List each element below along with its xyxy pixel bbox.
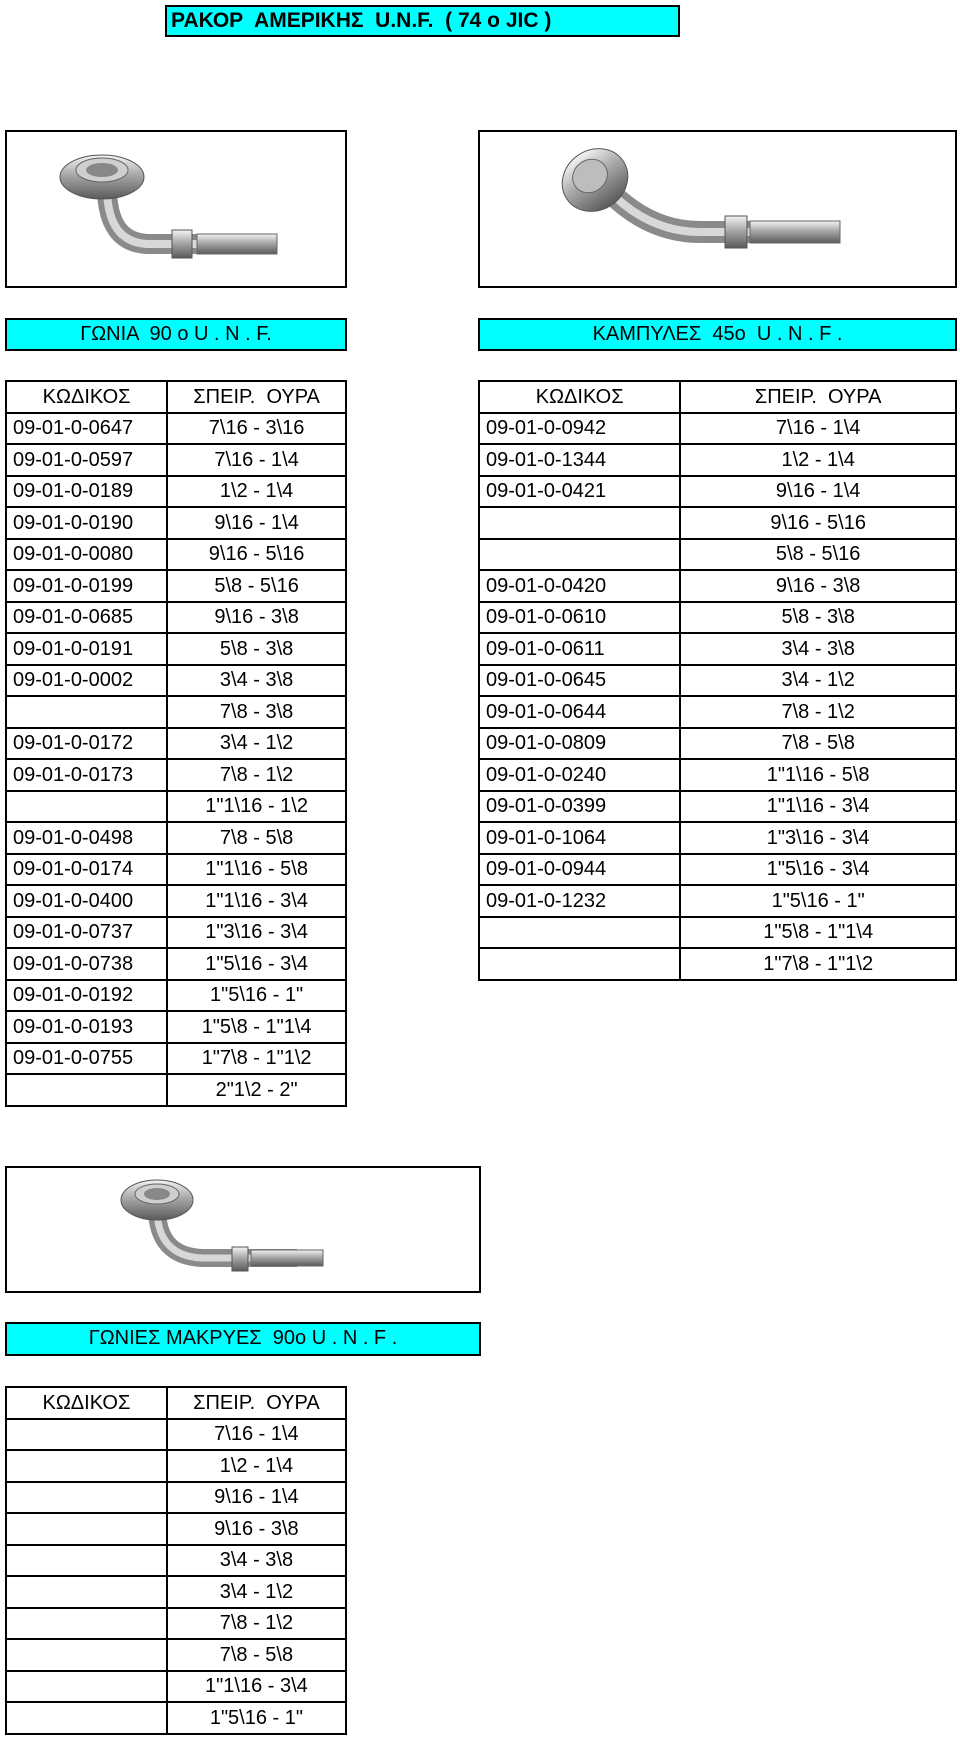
table-row [479, 696, 956, 728]
code-cell: 09-01-0-0199 [6, 570, 167, 602]
table-row [6, 980, 346, 1012]
thread-tail-cell: 1"1\16 - 1\2 [167, 791, 346, 823]
code-cell: 09-01-0-0738 [6, 948, 167, 980]
code-cell [6, 1671, 167, 1703]
code-cell [6, 1639, 167, 1671]
thread-tail-cell: 1\2 - 1\4 [167, 1450, 346, 1482]
thread-tail-cell: 1"5\16 - 1" [167, 1702, 346, 1734]
code-cell: 09-01-0-0191 [6, 633, 167, 665]
code-cell: 09-01-0-0193 [6, 1011, 167, 1043]
elbow-90-table [5, 380, 347, 1107]
table-row [6, 885, 346, 917]
thread-tail-cell: 7\8 - 5\8 [680, 728, 956, 760]
table-row [6, 948, 346, 980]
table-row [6, 1074, 346, 1106]
table-row [6, 602, 346, 634]
thread-tail-cell: 1"1\16 - 3\4 [680, 791, 956, 823]
thread-tail-cell: 1"1\16 - 3\4 [167, 885, 346, 917]
code-cell [6, 1608, 167, 1640]
table-row [6, 507, 346, 539]
bend-45-fitting-image [480, 132, 955, 286]
code-cell: 09-01-0-0174 [6, 854, 167, 886]
table-row [479, 885, 956, 917]
bend-45-label: ΚΑΜΠΥΛΕΣ 45o U . N . F . [478, 318, 957, 351]
table-row [6, 1011, 346, 1043]
code-cell: 09-01-0-1064 [479, 822, 680, 854]
code-cell: 09-01-0-0755 [6, 1043, 167, 1075]
table-row [479, 791, 956, 823]
thread-tail-cell: 1"5\8 - 1"1\4 [680, 917, 956, 949]
code-cell: 09-01-0-1232 [479, 885, 680, 917]
thread-tail-cell: 7\8 - 1\2 [167, 759, 346, 791]
thread-tail-cell: 3\4 - 3\8 [680, 633, 956, 665]
thread-tail-cell: 7\8 - 1\2 [680, 696, 956, 728]
table-row [6, 917, 346, 949]
code-cell [6, 1576, 167, 1608]
thread-tail-cell: 7\8 - 5\8 [167, 1639, 346, 1671]
thread-tail-cell: 5\8 - 3\8 [167, 633, 346, 665]
table-row [6, 1450, 346, 1482]
thread-tail-cell: 7\16 - 3\16 [167, 413, 346, 445]
table-row [6, 696, 346, 728]
code-cell: 09-01-0-0002 [6, 665, 167, 697]
code-cell: 09-01-0-1344 [479, 444, 680, 476]
table-row [6, 822, 346, 854]
thread-tail-column-header: ΣΠΕΙΡ. ΟΥΡΑ [167, 381, 346, 413]
thread-tail-cell: 1\2 - 1\4 [167, 476, 346, 508]
code-cell: 09-01-0-0942 [479, 413, 680, 445]
thread-tail-column-header: ΣΠΕΙΡ. ΟΥΡΑ [167, 1387, 346, 1419]
table-row [6, 854, 346, 886]
thread-tail-cell: 3\4 - 1\2 [680, 665, 956, 697]
table-row [6, 1482, 346, 1514]
bend-45-image-box [478, 130, 957, 288]
code-cell [479, 507, 680, 539]
code-cell: 09-01-0-0421 [479, 476, 680, 508]
table-row [6, 1545, 346, 1577]
thread-tail-column-header: ΣΠΕΙΡ. ΟΥΡΑ [680, 381, 956, 413]
code-cell: 09-01-0-0737 [6, 917, 167, 949]
code-cell [6, 791, 167, 823]
long-90-image-box [5, 1166, 481, 1293]
thread-tail-cell: 9\16 - 3\8 [680, 570, 956, 602]
code-cell [6, 696, 167, 728]
code-cell: 09-01-0-0809 [479, 728, 680, 760]
elbow-90-fitting-image [7, 132, 345, 286]
table-row [479, 444, 956, 476]
thread-tail-cell: 7\8 - 3\8 [167, 696, 346, 728]
table-row [479, 633, 956, 665]
table-row [6, 1043, 346, 1075]
table-header-row [479, 381, 956, 413]
code-cell [6, 1513, 167, 1545]
table-row [6, 539, 346, 571]
table-row [479, 570, 956, 602]
code-cell [479, 917, 680, 949]
table-row [479, 759, 956, 791]
code-cell: 09-01-0-0611 [479, 633, 680, 665]
table-row [479, 507, 956, 539]
thread-tail-cell: 1"1\16 - 5\8 [680, 759, 956, 791]
long-90-table [5, 1386, 347, 1735]
thread-tail-cell: 5\8 - 5\16 [680, 539, 956, 571]
code-cell [479, 539, 680, 571]
thread-tail-cell: 5\8 - 5\16 [167, 570, 346, 602]
thread-tail-cell: 9\16 - 3\8 [167, 1513, 346, 1545]
table-row [6, 570, 346, 602]
thread-tail-cell: 3\4 - 1\2 [167, 728, 346, 760]
code-cell: 09-01-0-0190 [6, 507, 167, 539]
thread-tail-cell: 9\16 - 5\16 [680, 507, 956, 539]
table-header-row [6, 1387, 346, 1419]
thread-tail-cell: 9\16 - 1\4 [680, 476, 956, 508]
table-row [479, 476, 956, 508]
code-cell: 09-01-0-0172 [6, 728, 167, 760]
thread-tail-cell: 7\16 - 1\4 [167, 1419, 346, 1451]
table-row [479, 822, 956, 854]
code-cell [479, 948, 680, 980]
table-row [479, 728, 956, 760]
bend-45-table [478, 380, 957, 981]
thread-tail-cell: 1"7\8 - 1"1\2 [167, 1043, 346, 1075]
table-row [479, 539, 956, 571]
code-column-header: ΚΩΔΙΚΟΣ [479, 381, 680, 413]
table-row [479, 948, 956, 980]
thread-tail-cell: 1"5\16 - 3\4 [167, 948, 346, 980]
thread-tail-cell: 1"5\16 - 1" [167, 980, 346, 1012]
code-cell [6, 1482, 167, 1514]
thread-tail-cell: 9\16 - 5\16 [167, 539, 346, 571]
table-row [6, 1608, 346, 1640]
thread-tail-cell: 5\8 - 3\8 [680, 602, 956, 634]
thread-tail-cell: 1"5\8 - 1"1\4 [167, 1011, 346, 1043]
table-row [6, 633, 346, 665]
code-cell: 09-01-0-0420 [479, 570, 680, 602]
thread-tail-cell: 7\8 - 1\2 [167, 1608, 346, 1640]
table-row [6, 665, 346, 697]
code-cell [6, 1545, 167, 1577]
table-row [6, 1639, 346, 1671]
code-cell: 09-01-0-0399 [479, 791, 680, 823]
code-cell: 09-01-0-0189 [6, 476, 167, 508]
code-cell: 09-01-0-0647 [6, 413, 167, 445]
thread-tail-cell: 1"1\16 - 3\4 [167, 1671, 346, 1703]
code-cell: 09-01-0-0080 [6, 539, 167, 571]
table-header-row [6, 381, 346, 413]
long-90-fitting-image [7, 1168, 479, 1291]
table-row [479, 854, 956, 886]
code-cell [6, 1074, 167, 1106]
table-row [6, 1702, 346, 1734]
thread-tail-cell: 1"5\16 - 1" [680, 885, 956, 917]
page-title: ΡΑΚΟΡ ΑΜΕΡΙΚΗΣ U.N.F. ( 74 o JIC ) [165, 5, 680, 37]
code-cell: 09-01-0-0644 [479, 696, 680, 728]
table-row [6, 1419, 346, 1451]
table-row [479, 665, 956, 697]
code-column-header: ΚΩΔΙΚΟΣ [6, 381, 167, 413]
thread-tail-cell: 1"7\8 - 1"1\2 [680, 948, 956, 980]
thread-tail-cell: 1"5\16 - 3\4 [680, 854, 956, 886]
code-cell [6, 1419, 167, 1451]
thread-tail-cell: 7\8 - 5\8 [167, 822, 346, 854]
thread-tail-cell: 9\16 - 1\4 [167, 1482, 346, 1514]
code-cell: 09-01-0-0400 [6, 885, 167, 917]
thread-tail-cell: 1\2 - 1\4 [680, 444, 956, 476]
thread-tail-cell: 3\4 - 3\8 [167, 1545, 346, 1577]
table-row [6, 476, 346, 508]
thread-tail-cell: 9\16 - 3\8 [167, 602, 346, 634]
thread-tail-cell: 1"3\16 - 3\4 [167, 917, 346, 949]
code-cell [6, 1450, 167, 1482]
code-cell: 09-01-0-0498 [6, 822, 167, 854]
table-row [6, 1576, 346, 1608]
table-row [6, 728, 346, 760]
thread-tail-cell: 3\4 - 1\2 [167, 1576, 346, 1608]
thread-tail-cell: 2"1\2 - 2" [167, 1074, 346, 1106]
table-row [6, 791, 346, 823]
table-row [479, 602, 956, 634]
code-cell: 09-01-0-0240 [479, 759, 680, 791]
thread-tail-cell: 1"1\16 - 5\8 [167, 854, 346, 886]
elbow-90-label: ΓΩΝΙΑ 90 o U . N . F. [5, 318, 347, 351]
thread-tail-cell: 9\16 - 1\4 [167, 507, 346, 539]
table-row [479, 413, 956, 445]
code-cell: 09-01-0-0610 [479, 602, 680, 634]
table-row [6, 444, 346, 476]
table-row [6, 1671, 346, 1703]
thread-tail-cell: 1"3\16 - 3\4 [680, 822, 956, 854]
code-column-header: ΚΩΔΙΚΟΣ [6, 1387, 167, 1419]
long-90-label: ΓΩΝΙΕΣ ΜΑΚΡΥΕΣ 90o U . N . F . [5, 1322, 481, 1356]
thread-tail-cell: 3\4 - 3\8 [167, 665, 346, 697]
elbow-90-image-box [5, 130, 347, 288]
code-cell: 09-01-0-0645 [479, 665, 680, 697]
thread-tail-cell: 7\16 - 1\4 [680, 413, 956, 445]
code-cell [6, 1702, 167, 1734]
table-row [6, 413, 346, 445]
thread-tail-cell: 7\16 - 1\4 [167, 444, 346, 476]
table-row [6, 1513, 346, 1545]
table-row [479, 917, 956, 949]
code-cell: 09-01-0-0192 [6, 980, 167, 1012]
code-cell: 09-01-0-0597 [6, 444, 167, 476]
code-cell: 09-01-0-0685 [6, 602, 167, 634]
code-cell: 09-01-0-0173 [6, 759, 167, 791]
table-row [6, 759, 346, 791]
code-cell: 09-01-0-0944 [479, 854, 680, 886]
